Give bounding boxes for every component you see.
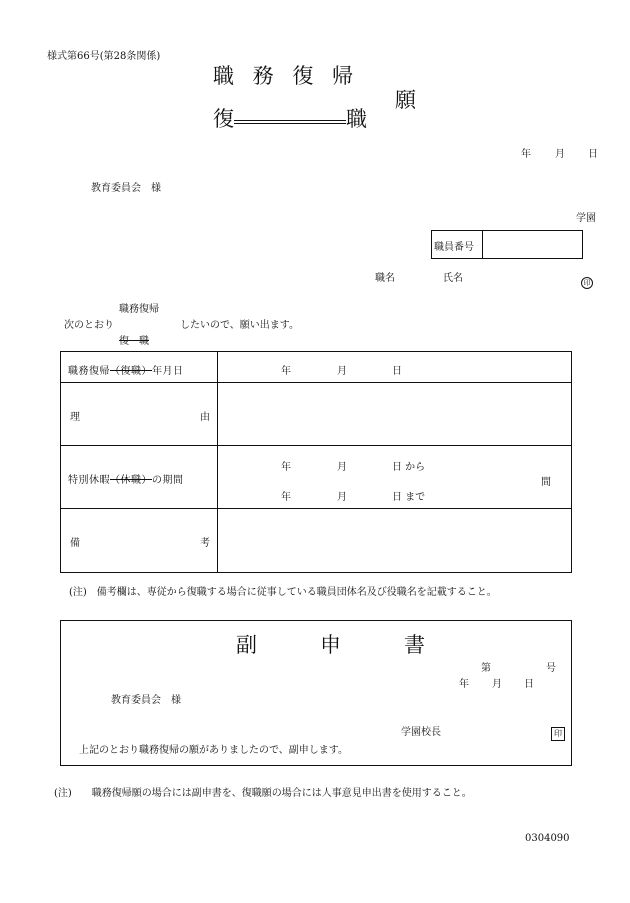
sub-day: 日 <box>524 679 534 690</box>
request-lower-text: 復 職 <box>119 332 149 347</box>
date-year-label: 年 <box>521 149 531 160</box>
row1-label-struck: （復職） <box>110 362 152 377</box>
request-lower <box>119 332 149 347</box>
sub-principal: 学園校長 <box>401 727 441 738</box>
row2-label-b: 由 <box>200 412 210 423</box>
request-prefix: 次のとおり <box>64 320 114 331</box>
title-suffix: 願 <box>395 88 416 112</box>
table-rule-1 <box>61 382 572 383</box>
position-label: 職名 <box>375 273 395 284</box>
row1-year: 年 <box>281 366 291 377</box>
title-line2 <box>213 103 367 133</box>
request-upper: 職務復帰 <box>119 304 159 315</box>
sub-seal-mark: 印 <box>551 727 565 741</box>
row1-label-b: 年月日 <box>152 366 184 377</box>
row3-to-year: 年 <box>281 492 291 503</box>
row3-label-struck: （休職） <box>110 471 152 486</box>
title-line2-a: 復 <box>213 107 234 131</box>
sub-no-suffix: 号 <box>546 663 556 674</box>
table-column-divider <box>217 352 218 573</box>
seal-mark: 印 <box>581 277 593 289</box>
name-label: 氏名 <box>443 273 463 284</box>
row1-day: 日 <box>392 366 402 377</box>
form-label: 様式第66号(第28条関係) <box>47 51 161 62</box>
row3-from-day: 日 から <box>392 462 426 473</box>
row3-to-day: 日 まで <box>392 492 426 503</box>
row3-from-year: 年 <box>281 462 291 473</box>
title-line2-b: 職 <box>346 107 367 131</box>
title-line1: 職 務 復 帰 <box>213 64 360 88</box>
addressee: 教育委員会 様 <box>91 183 161 194</box>
row4-label-b: 考 <box>200 538 210 549</box>
staff-number-label: 職員番号 <box>434 242 474 253</box>
row3-label-b: の期間 <box>152 475 184 486</box>
note-1: (注) 備考欄は、専従から復職する場合に従事している職員団体名及び役職名を記載すること。 <box>69 587 497 598</box>
sub-year: 年 <box>459 679 469 690</box>
note-2: (注) 職務復帰願の場合には副申書を、復職願の場合には人事意見申出書を使用すること。 <box>54 788 472 799</box>
date-month-label: 月 <box>555 149 565 160</box>
sub-title: 副 申 書 <box>236 633 425 657</box>
row3-label <box>68 471 184 486</box>
sub-addressee: 教育委員会 様 <box>111 695 181 706</box>
row3-from-month: 月 <box>337 462 347 473</box>
applicant-seal <box>581 270 593 289</box>
school-label: 学園 <box>576 213 596 224</box>
title-strike <box>234 120 346 121</box>
main-table <box>60 351 572 573</box>
sub-month: 月 <box>492 679 502 690</box>
date-day-label: 日 <box>588 149 598 160</box>
row1-month: 月 <box>337 366 347 377</box>
table-rule-2 <box>61 445 572 446</box>
request-suffix: したいので、願い出ます。 <box>180 320 299 331</box>
row3-label-a: 特別休暇 <box>68 475 110 486</box>
row2-label-a: 理 <box>70 412 80 423</box>
row3-days: 間 <box>541 477 551 488</box>
sub-seal <box>551 721 565 741</box>
sub-no-prefix: 第 <box>481 663 491 674</box>
form-code: 0304090 <box>525 833 570 844</box>
sub-body: 上記のとおり職務復帰の願がありましたので、副申します。 <box>79 745 348 756</box>
row1-label-a: 職務復帰 <box>68 366 110 377</box>
row1-label <box>68 362 184 377</box>
staff-number-divider <box>482 231 483 258</box>
table-rule-3 <box>61 508 572 509</box>
row4-label-a: 備 <box>70 538 80 549</box>
row3-to-month: 月 <box>337 492 347 503</box>
